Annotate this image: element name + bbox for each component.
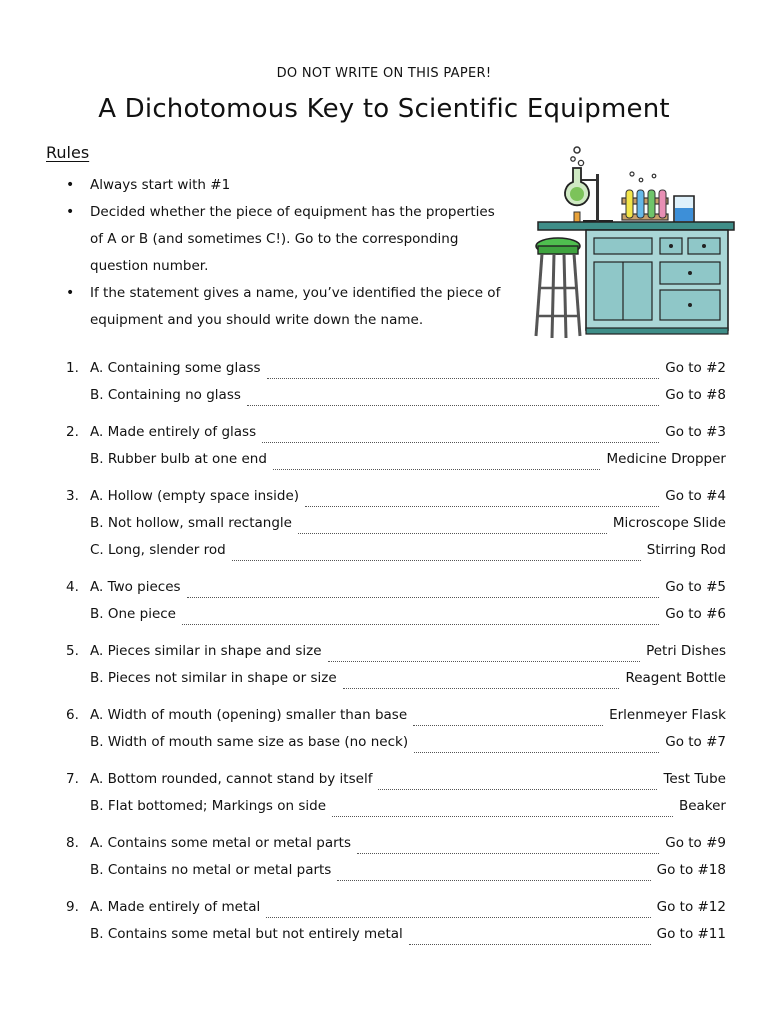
- key-step: [66, 488, 726, 569]
- dot-leader: [298, 532, 607, 534]
- key-step: [66, 899, 726, 953]
- choice-result: Go to #2: [665, 360, 726, 376]
- key-row: [66, 862, 726, 889]
- notice: DO NOT WRITE ON THIS PAPER!: [276, 66, 492, 81]
- key-row: [66, 926, 726, 953]
- step-number: 3.: [66, 488, 79, 504]
- key-row: [66, 360, 726, 387]
- choice-text: A. Made entirely of glass: [90, 424, 257, 440]
- key-row: [66, 670, 726, 697]
- choice-result: Petri Dishes: [646, 643, 726, 659]
- stool-leg: [574, 254, 580, 336]
- choice-result: Stirring Rod: [646, 542, 726, 558]
- dot-leader: [378, 788, 657, 790]
- page-title: A Dichotomous Key to Scientific Equipment: [98, 94, 670, 124]
- choice-text: B. Contains no metal or metal parts: [90, 862, 332, 878]
- choice-result: Reagent Bottle: [625, 670, 726, 686]
- key-step: [66, 579, 726, 633]
- choice-text: A. Width of mouth (opening) smaller than base: [90, 707, 408, 723]
- dot-leader: [337, 879, 650, 881]
- test-tube-icon: [637, 190, 644, 218]
- dot-leader: [357, 852, 659, 854]
- choice-result: Go to #9: [665, 835, 726, 851]
- test-tube-icon: [626, 190, 633, 218]
- key-step: [66, 643, 726, 697]
- key-step: [66, 360, 726, 414]
- key-row: [66, 606, 726, 633]
- choice-result: Go to #5: [665, 579, 726, 595]
- key-step: [66, 424, 726, 478]
- choice-result: Go to #11: [656, 926, 726, 942]
- stool-leg: [536, 254, 542, 336]
- bench-top: [538, 222, 734, 230]
- rule-item: • Decided whether the piece of equipment has the properties of A or B (and sometimes C!). Go to the corresponding question number.: [62, 199, 502, 280]
- dot-leader: [413, 724, 603, 726]
- dot-leader: [266, 916, 650, 918]
- key-row: [66, 515, 726, 542]
- key-row: [66, 835, 726, 862]
- key-row: [66, 643, 726, 670]
- choice-text: B. Not hollow, small rectangle: [90, 515, 292, 531]
- choice-result: Go to #12: [656, 899, 726, 915]
- key-row: [66, 542, 726, 569]
- dot-leader: [187, 596, 660, 598]
- choice-text: B. Width of mouth same size as base (no neck): [90, 734, 409, 750]
- key-row: [66, 488, 726, 515]
- key-row: [66, 771, 726, 798]
- dot-leader: [262, 441, 659, 443]
- key-row: [66, 707, 726, 734]
- key-row: [66, 734, 726, 761]
- step-number: 4.: [66, 579, 79, 595]
- burner-icon: [574, 212, 580, 222]
- key-step: [66, 707, 726, 761]
- choice-result: Go to #4: [665, 488, 726, 504]
- rule-item: • Always start with #1: [62, 172, 502, 199]
- choice-result: Test Tube: [663, 771, 726, 787]
- choice-result: Microscope Slide: [612, 515, 726, 531]
- dot-leader: [343, 687, 620, 689]
- ring-stand-rod: [596, 174, 599, 222]
- choice-result: Erlenmeyer Flask: [609, 707, 726, 723]
- choice-result: Go to #8: [665, 387, 726, 403]
- key-row: [66, 451, 726, 478]
- stool-leg: [552, 254, 554, 338]
- choice-text: A. Made entirely of metal: [90, 899, 261, 915]
- key-row: [66, 899, 726, 926]
- key-row: [66, 387, 726, 414]
- test-tube-icon: [659, 190, 666, 218]
- dot-leader: [247, 404, 659, 406]
- choice-result: Go to #7: [665, 734, 726, 750]
- step-number: 6.: [66, 707, 79, 723]
- rule-item: • If the statement gives a name, you’ve identified the piece of equipment and you should write down the name.: [62, 280, 502, 334]
- dichotomous-key: [66, 360, 726, 963]
- choice-text: B. Contains some metal but not entirely metal: [90, 926, 403, 942]
- step-number: 1.: [66, 360, 79, 376]
- dot-leader: [409, 943, 651, 945]
- choice-text: B. Rubber bulb at one end: [90, 451, 267, 467]
- bubble: [571, 157, 575, 161]
- dot-leader: [328, 660, 640, 662]
- bubble: [639, 178, 643, 182]
- bubble: [630, 172, 634, 176]
- stool-leg: [564, 254, 566, 338]
- choice-text: B. Flat bottomed; Markings on side: [90, 798, 327, 814]
- choice-result: Go to #3: [665, 424, 726, 440]
- choice-text: A. Bottom rounded, cannot stand by itself: [90, 771, 373, 787]
- step-number: 2.: [66, 424, 79, 440]
- dot-leader: [305, 505, 659, 507]
- key-row: [66, 579, 726, 606]
- bubble: [652, 174, 656, 178]
- dot-leader: [267, 377, 660, 379]
- step-number: 7.: [66, 771, 79, 787]
- dot-leader: [414, 751, 659, 753]
- dot-leader: [332, 815, 673, 817]
- choice-result: Go to #18: [656, 862, 726, 878]
- lab-bench-illustration: [528, 138, 738, 348]
- bubble: [578, 160, 583, 165]
- rules-list: [62, 172, 502, 334]
- test-tube-icon: [648, 190, 655, 218]
- step-number: 8.: [66, 835, 79, 851]
- choice-text: B. Containing no glass: [90, 387, 241, 403]
- bubble: [574, 147, 580, 153]
- key-row: [66, 424, 726, 451]
- key-row: [66, 798, 726, 825]
- choice-text: A. Contains some metal or metal parts: [90, 835, 352, 851]
- choice-text: A. Two pieces: [90, 579, 181, 595]
- dot-leader: [273, 468, 601, 470]
- step-number: 9.: [66, 899, 79, 915]
- choice-text: A. Containing some glass: [90, 360, 261, 376]
- step-number: 5.: [66, 643, 79, 659]
- dot-leader: [232, 559, 641, 561]
- choice-result: Beaker: [678, 798, 726, 814]
- choice-result: Medicine Dropper: [606, 451, 726, 467]
- choice-text: A. Pieces similar in shape and size: [90, 643, 322, 659]
- choice-text: A. Hollow (empty space inside): [90, 488, 300, 504]
- key-step: [66, 835, 726, 889]
- rules-heading: Rules: [46, 143, 90, 162]
- choice-text: B. One piece: [90, 606, 176, 622]
- key-step: [66, 771, 726, 825]
- choice-text: C. Long, slender rod: [90, 542, 226, 558]
- dot-leader: [182, 623, 659, 625]
- choice-result: Go to #6: [665, 606, 726, 622]
- choice-text: B. Pieces not similar in shape or size: [90, 670, 337, 686]
